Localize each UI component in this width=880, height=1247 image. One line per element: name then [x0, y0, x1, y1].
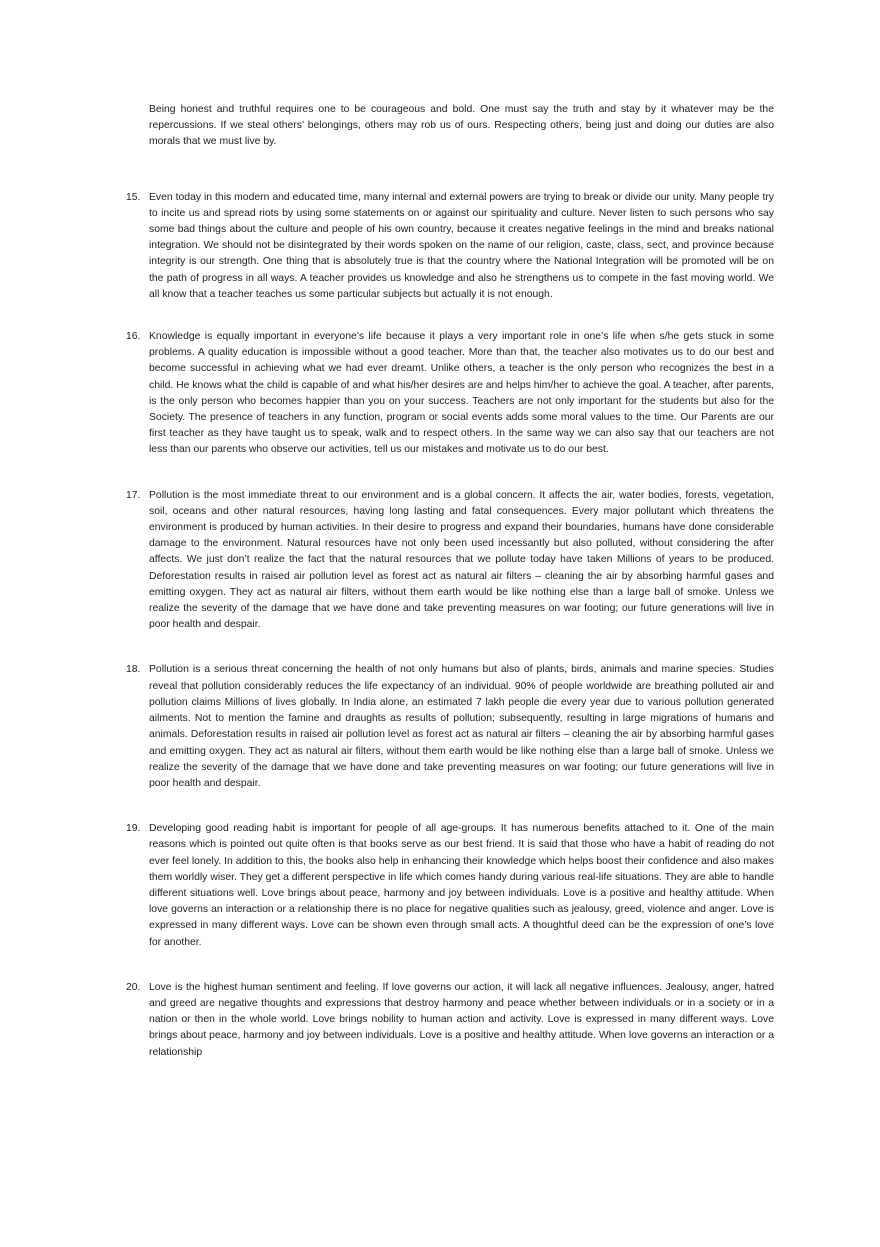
- list-number: 18.: [126, 664, 141, 676]
- list-item-text: Knowledge is equally important in everyone’s life because it plays a very important role in one’s life when s/he gets stuck in some problems. A quality education is impossible without a good teacher. More than that, the teacher also motivates us to do our best and become successful in achieving what we had ever dreamt. Unlike others, a teacher is the only person who recognizes the best in a child. He knows what the child is capable of and what his/her desires are and helps him/her to achieve the goal. A teacher, after parents, is the only person who becomes happier than you on your success. Teachers are not only important for the students but also for the Society. The presence of teachers in any function, program or social events adds some moral values to the time. Our Parents are our first teacher as they have taught us to speak, walk and to respect others. In the same way we can also say that our teachers are not less than our parents who observe our activities, tell us our mistakes and motivate us to do our best.: [149, 331, 774, 456]
- list-item-text: Love is the highest human sentiment and feeling. If love governs our action, it will lack all negative influences. Jealousy, anger, hatred and greed are negative thoughts and expressions that destroy harmony and peace whether between individuals or in a society or in a nation or then in the whole world. Love brings nobility to human action and activity. Love is expressed in many different ways. Love brings about peace, harmony and joy between individuals. Love is a positive and healthy attitude. When love governs an interaction or a relationship: [149, 981, 774, 1058]
- list-number: 15.: [126, 191, 141, 203]
- list-item-15: [126, 190, 774, 303]
- list-item-20: [126, 980, 774, 1061]
- list-item-text: Pollution is the most immediate threat to our environment and is a global concern. It affects the air, water bodies, forests, vegetation, soil, oceans and other natural resources, having long lasting and fatal consequences. Every major pollutant which threatens the environment is produced by human activities. In their desire to progress and expand their boundaries, humans have done considerable damage to the environment. Natural resources have not only been used incessantly but also polluted, without considering the after affects. We just don’t realize the fact that the natural resources that we pollute today have taken Millions of years to be produced. Deforestation results in raised air pollution level as forest act as natural air filters – cleaning the air by absorbing harmful gases and emitting oxygen. They act as natural air filters, without them earth would be like nothing else than a large ball of smoke. Unless we realize the severity of the damage that we have done and take preventing measures on war footing; our future generations will live in poor health and despair.: [149, 489, 774, 631]
- list-item-18: [126, 662, 774, 792]
- list-number: 19.: [126, 823, 141, 835]
- list-number: 20.: [126, 981, 141, 993]
- list-item-text: Pollution is a serious threat concerning the health of not only humans but also of plants, birds, animals and marine species. Studies reveal that pollution considerably reduces the life expectancy of an individual. 90% of people worldwide are breathing polluted air and pollution claims Millions of lives globally. In India alone, an estimated 7 lakh people die every year due to various pollution generated ailments. Not to mention the famine and draughts as results of pollution; subsequently, resulting in large migrations of humans and animals. Deforestation results in raised air pollution level as forest act as natural air filters – cleaning the air by absorbing harmful gases and emitting oxygen. They act as natural air filters, without them earth would be like nothing else than a large ball of smoke. Unless we realize the severity of the damage that we have done and take preventing measures on war footing; our future generations will live in poor health and despair.: [149, 664, 774, 789]
- list-number: 16.: [126, 331, 141, 343]
- list-item-16: [126, 329, 774, 459]
- list-item-17: [126, 488, 774, 634]
- list-item-text: Developing good reading habit is important for people of all age-groups. It has numerous benefits attached to it. One of the main reasons which is pointed out quite often is that books serve as our best friend. It is said that those who have a habit of reading do not ever feel lonely. In addition to this, the books also help in enhancing their knowledge which helps boost their confidence and also makes them worldly wiser. They get a different perspective in life which comes handy during various real-life situations. They are able to handle different situations well. Love brings about peace, harmony and joy between individuals. Love is a positive and healthy attitude. When love governs an interaction or a relationship there is no place for negative qualities such as jealousy, greed, violence and anger. Love is expressed in many different ways. Love can be shown even through small acts. A thoughtful deed can be the expression of one’s love for another.: [149, 823, 774, 948]
- list-item-text: Even today in this modern and educated time, many internal and external powers are trying to break or divide our unity. Many people try to incite us and spread riots by using some statements on or against our spirituality and culture. Never listen to such persons who say some bad things about the culture and people of his own country, because it creates negative feelings in the mind and breaks national integration. We should not be disintegrated by their words spoken on the name of our religion, caste, class, sect, and province because integrity is our strength. One thing that is absolutely true is that the country where the National Integration will be promoted will be on the path of progress in all ways. A teacher provides us knowledge and also he strengthens us to compete in the fast moving world. We all know that a teacher teaches us some particular subjects but actually it is not enough.: [149, 191, 774, 300]
- intro-paragraph: Being honest and truthful requires one to be courageous and bold. One must say the truth and stay by it whatever may be the repercussions. If we steal others’ belongings, others may rob us of ours. Respecting others, being just and doing our duties are also morals that we must live by.: [149, 104, 774, 148]
- list-item-19: [126, 821, 774, 951]
- list-number: 17.: [126, 489, 141, 501]
- document-body: [126, 102, 774, 1087]
